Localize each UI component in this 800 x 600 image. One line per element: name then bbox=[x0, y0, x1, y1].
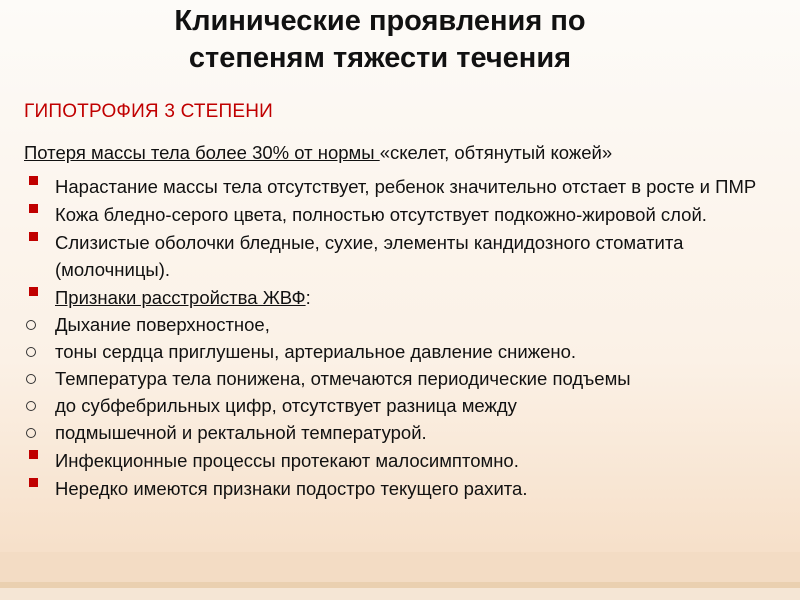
list-subitem bbox=[0, 311, 800, 338]
circle-bullet-icon bbox=[26, 347, 36, 357]
list-item-text: Слизистые оболочки бледные, сухие, элементы кандидозного стоматита (молочницы). bbox=[55, 232, 684, 280]
list-subitem-text: тоны сердца приглушены, артериальное давление снижено. bbox=[55, 341, 577, 362]
list-subitem-text: Температура тела понижена, отмечаются периодические подъемы bbox=[55, 368, 631, 389]
square-bullet-icon bbox=[29, 232, 38, 241]
list-subitem-text: до субфебрильных цифр, отсутствует разница между bbox=[55, 395, 517, 416]
section-subtitle: ГИПОТРОФИЯ 3 СТЕПЕНИ bbox=[24, 101, 274, 122]
list-item-text-underlined: Признаки расстройства ЖВФ bbox=[55, 287, 306, 308]
list-item bbox=[0, 173, 800, 200]
circle-bullet-icon bbox=[26, 401, 36, 411]
list-item bbox=[0, 229, 800, 283]
square-bullet-icon bbox=[29, 176, 38, 185]
list-subitem bbox=[0, 392, 800, 419]
square-bullet-icon bbox=[29, 478, 38, 487]
list-item bbox=[0, 284, 800, 311]
list-item-text: Кожа бледно-серого цвета, полностью отсутствует подкожно-жировой слой. bbox=[55, 204, 707, 225]
slide-title bbox=[0, 3, 760, 77]
symptom-list bbox=[0, 172, 800, 502]
footer-bottom bbox=[0, 588, 800, 600]
square-bullet-icon bbox=[29, 287, 38, 296]
lead-text bbox=[24, 142, 612, 164]
lead-quote: «скелет, обтянутый кожей» bbox=[379, 142, 613, 163]
circle-bullet-icon bbox=[26, 428, 36, 438]
list-subitem-text: Дыхание поверхностное, bbox=[55, 314, 270, 335]
circle-bullet-icon bbox=[26, 374, 36, 384]
list-subitem bbox=[0, 419, 800, 446]
lead-underlined: Потеря массы тела более 30% от нормы bbox=[24, 142, 380, 163]
list-item-text: Инфекционные процессы протекают малосимптомно. bbox=[55, 450, 519, 471]
list-subitem-text: подмышечной и ректальной температурой. bbox=[55, 422, 427, 443]
title-line-2: степеням тяжести течения bbox=[188, 42, 572, 74]
footer-band bbox=[0, 552, 800, 582]
list-subitem bbox=[0, 338, 800, 365]
list-item-text: Нарастание массы тела отсутствует, ребенок значительно отстает в росте и ПМР bbox=[55, 176, 757, 197]
list-item-text-colon: : bbox=[305, 287, 311, 308]
square-bullet-icon bbox=[29, 204, 38, 213]
list-item bbox=[0, 201, 800, 228]
list-item bbox=[0, 475, 800, 502]
circle-bullet-icon bbox=[26, 320, 36, 330]
square-bullet-icon bbox=[29, 450, 38, 459]
list-subitem bbox=[0, 365, 800, 392]
list-item-text: Нередко имеются признаки подостро текущего рахита. bbox=[55, 478, 528, 499]
list-item bbox=[0, 447, 800, 474]
title-line-1: Клинические проявления по bbox=[174, 5, 586, 37]
